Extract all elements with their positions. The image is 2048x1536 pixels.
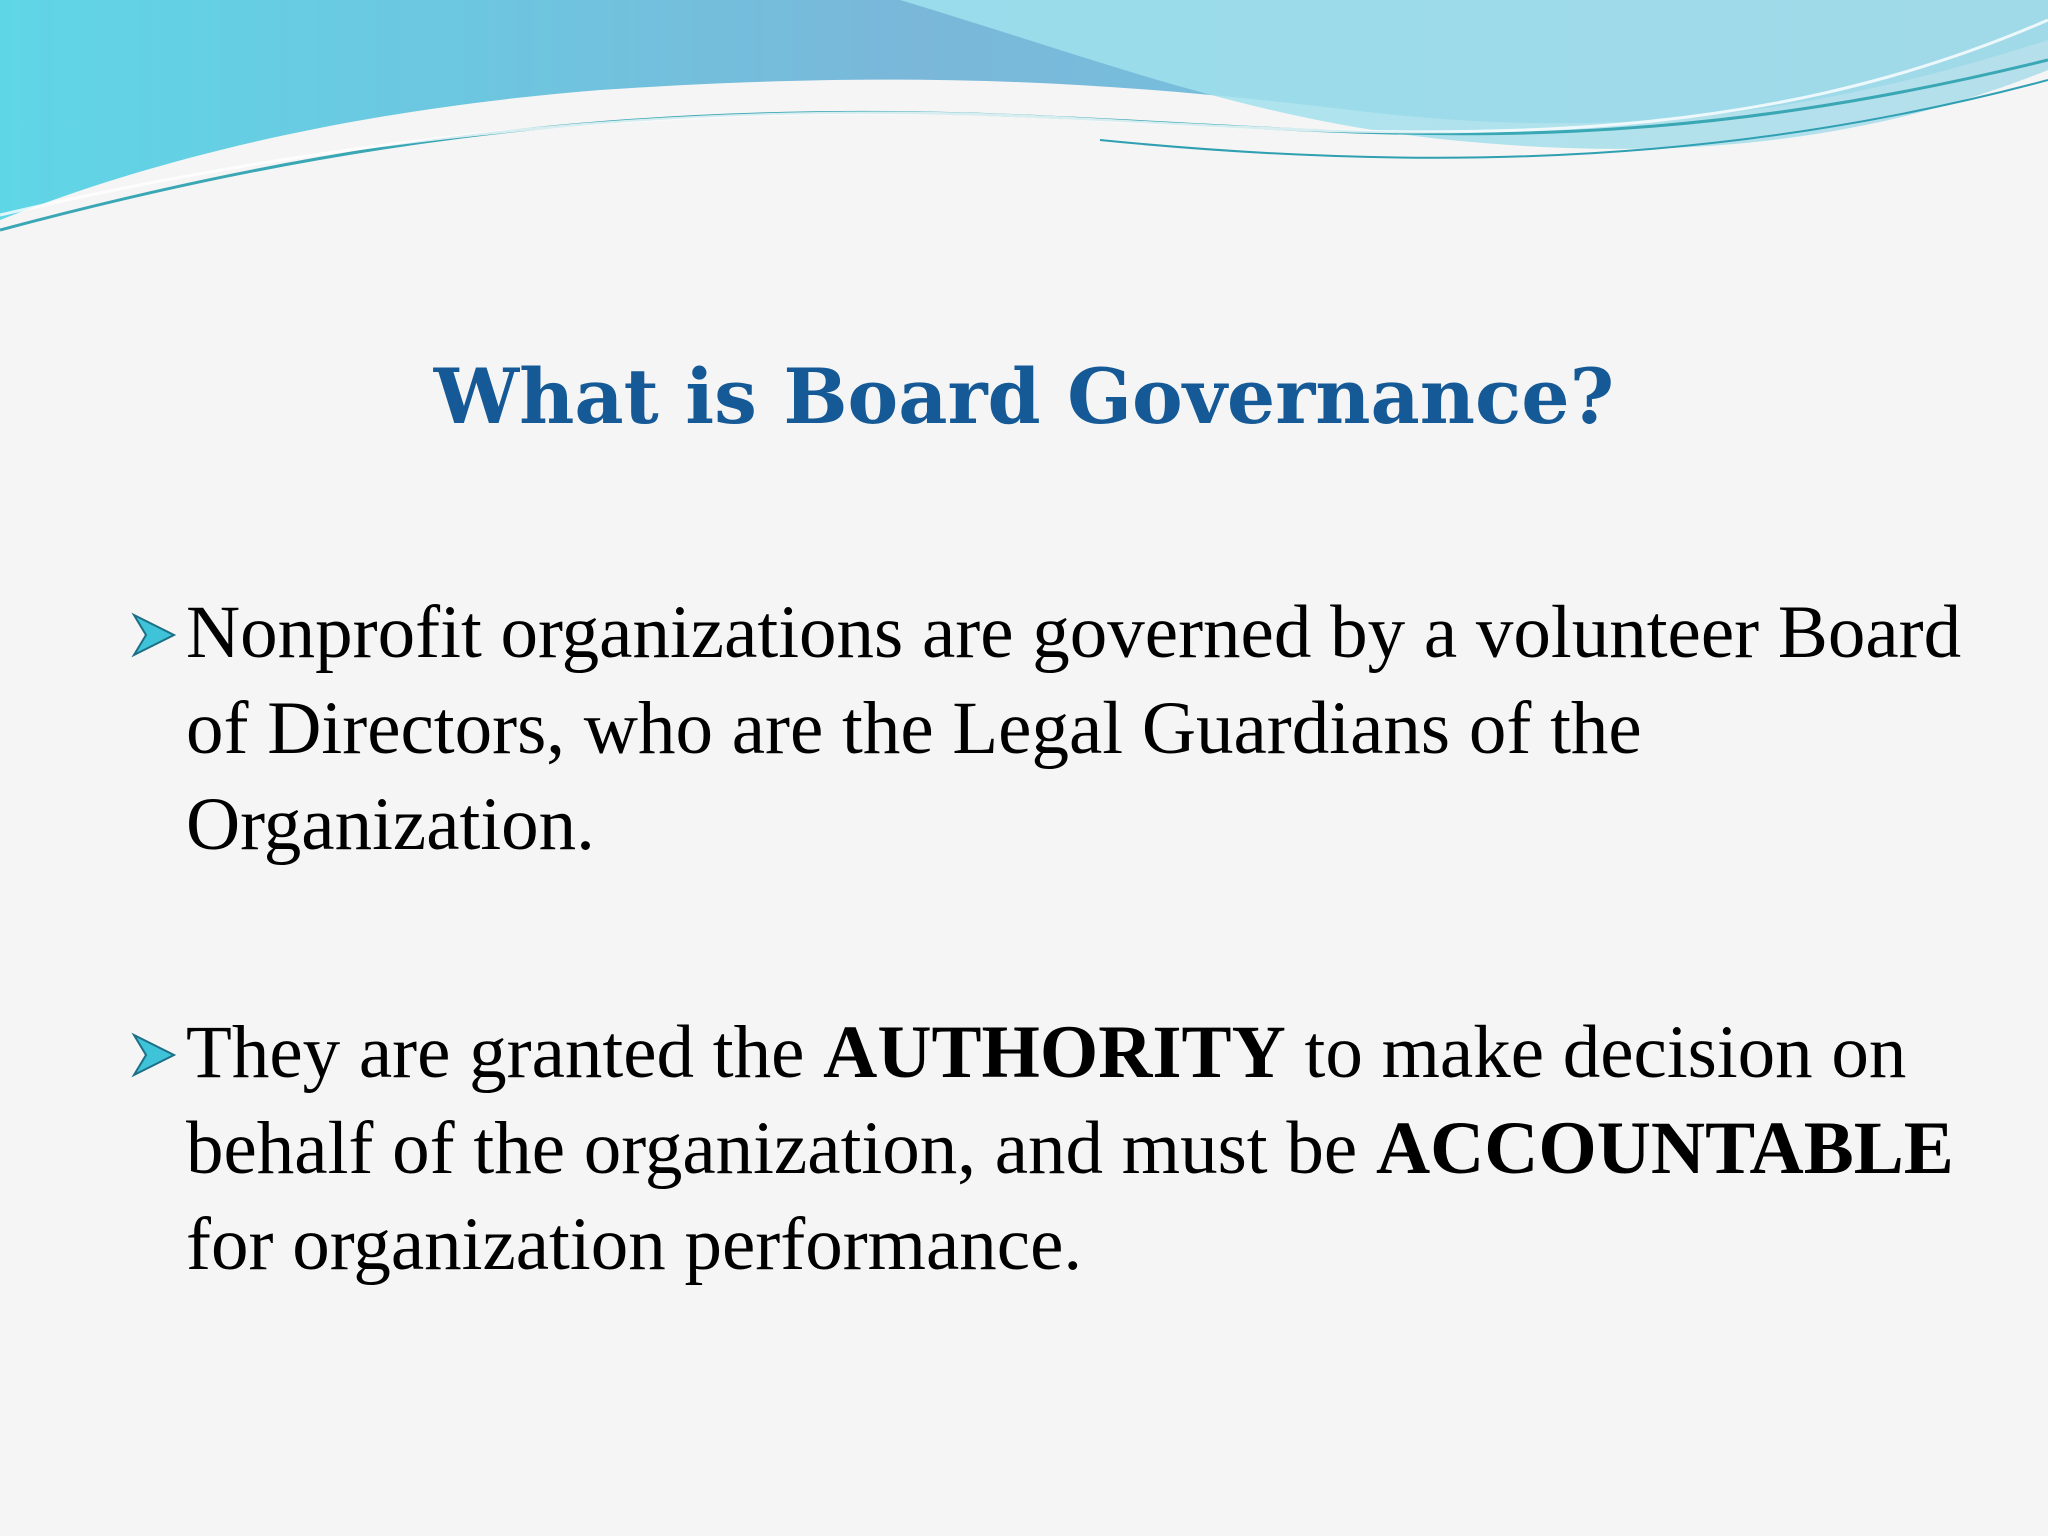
bullet-item <box>128 585 1968 873</box>
bullet-item <box>128 1005 1968 1293</box>
bullet-text-part: for organization performance. <box>186 1203 1083 1286</box>
bullet-emphasis-accountable: ACCOUNTABLE <box>1375 1107 1954 1190</box>
slide-title: What is Board Governance? <box>433 352 1615 441</box>
bullet-text: Nonprofit organizations are governed by a volunteer Board of Directors, who are the Legal Guardians of the Organization. <box>186 591 1962 866</box>
bullet-text-part: They are granted the <box>186 1011 824 1094</box>
bullet-list <box>128 585 1968 1293</box>
wave-header-decoration <box>0 0 2048 260</box>
arrow-bullet-icon <box>130 1031 178 1079</box>
arrow-bullet-icon <box>130 611 178 659</box>
bullet-emphasis-authority: AUTHORITY <box>823 1011 1286 1094</box>
bullet-text-part: to make decision on behalf of the organization, and must be <box>186 1011 1907 1190</box>
